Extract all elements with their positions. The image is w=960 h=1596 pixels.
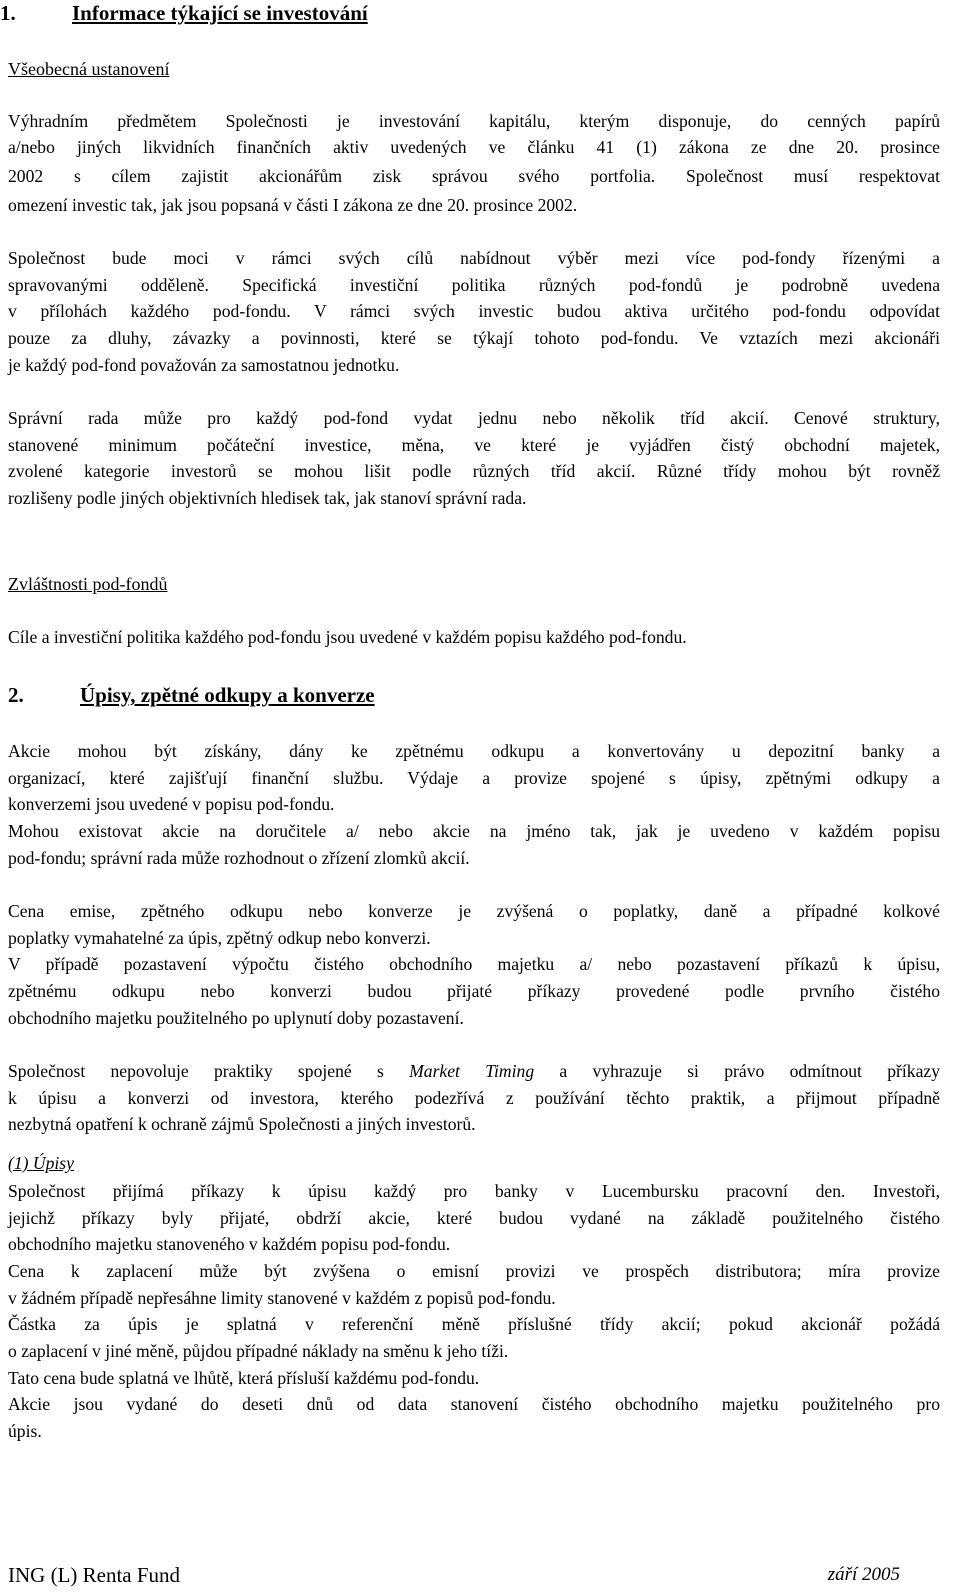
section-1-number: 1.: [0, 1, 16, 25]
text-line: omezení investic tak, jak jsou popsaná v části I zákona ze dne 20. prosince 2002.: [8, 195, 578, 215]
text-line: pod-fondu; správní rada může rozhodnout o zřízení zlomků akcií.: [8, 848, 470, 868]
text-line: obchodního majetku stanoveného v každém popisu pod-fondu.: [8, 1234, 451, 1254]
text-line: Správní rada může pro každý pod-fond vydat jednu nebo několik tříd akcií. Cenové struktury,: [8, 408, 940, 428]
text-line: poplatky vymahatelné za úpis, zpětný odkup nebo konverzi.: [8, 928, 431, 948]
text-line: Mohou existovat akcie na doručitele a/ nebo akcie na jméno tak, jak je uvedeno v každém popisu: [8, 821, 940, 841]
subscriptions-heading: [8, 1150, 940, 1176]
text-line: zvolené kategorie investorů se mohou lišit podle různých tříd akcií. Různé třídy mohou být rovněž: [8, 461, 940, 481]
general-provisions-heading: [8, 56, 940, 82]
text-line: Cena k zaplacení může být zvýšena o emisní provizi ve prospěch distributora; míra provize: [8, 1261, 940, 1281]
text-line: 2002 s cílem zajistit akcionářům zisk správou svého portfolia. Společnost musí respektovat: [8, 166, 940, 186]
text-line: Společnost přijímá příkazy k úpisu každý pro banky v Lucembursku pracovní den. Investoři,: [8, 1181, 940, 1201]
text-line: k úpisu a konverzi od investora, kterého podezřívá z používání těchto praktik, a přijmout případně: [8, 1088, 940, 1108]
text-line: a/nebo jiných likvidních finančních aktiv uvedených ve článku 41 (1) zákona ze dne 20. prosince: [8, 137, 940, 157]
market-timing-term: Market Timing: [409, 1061, 535, 1081]
section-2-heading: [8, 682, 940, 708]
text-line: úpis.: [8, 1421, 42, 1441]
text-line: Akcie jsou vydané do deseti dnů od data stanovení čistého obchodního majetku použitelného pro: [8, 1394, 940, 1414]
text-line: Akcie mohou být získány, dány ke zpětnému odkupu a konvertovány u depozitní banky a: [8, 741, 940, 761]
section-1-heading: [0, 0, 932, 26]
text-line: o zaplacení v jiné měně, půjdou případné náklady na směnu k jeho tíži.: [8, 1341, 509, 1361]
text-line: spravovanými odděleně. Specifická investiční politika různých pod-fondů je podrobně uvedena: [8, 275, 940, 295]
footer-fund-name: ING (L) Renta Fund: [8, 1563, 181, 1587]
subfund-specifics-title: Zvláštnosti pod-fondů: [8, 574, 168, 594]
text-line: rozlišeny podle jiných objektivních hledisek tak, jak stanoví správní rada.: [8, 488, 527, 508]
section-1-title: Informace týkající se investování: [72, 1, 368, 25]
text-line: stanovené minimum počáteční investice, měna, ve které je vyjádřen čistý obchodní majetek,: [8, 435, 940, 455]
text-line: nezbytná opatření k ochraně zájmů Společnosti a jiných investorů.: [8, 1114, 476, 1134]
text-line: obchodního majetku použitelného po uplynutí doby pozastavení.: [8, 1008, 464, 1028]
text-line: Tato cena bude splatná ve lhůtě, která přísluší každému pod-fondu.: [8, 1368, 480, 1388]
text-line: Společnost bude moci v rámci svých cílů nabídnout výběr mezi více pod-fondy řízenými a: [8, 248, 940, 268]
text-line: jejichž příkazy byly přijaté, obdrží akcie, které budou vydané na základě použitelného čistého: [8, 1208, 940, 1228]
subscriptions-title: (1) Úpisy: [8, 1153, 74, 1173]
text-line: v přílohách každého pod-fondu. V rámci svých investic budou aktiva určitého pod-fondu odpovídat: [8, 301, 940, 321]
footer-date: září 2005: [827, 1564, 900, 1585]
subfund-specifics-text: Cíle a investiční politika každého pod-fondu jsou uvedené v každém popisu každého pod-fondu.: [8, 627, 687, 647]
text-line: organizací, které zajišťují finanční službu. Výdaje a provize spojené s úpisy, zpětnými odkupy a: [8, 768, 940, 788]
text-line: v žádném případě nepřesáhne limity stanovené v každém z popisů pod-fondu.: [8, 1288, 556, 1308]
text-line: pouze za dluhy, závazky a povinnosti, které se týkají tohoto pod-fondu. Ve vztazích mezi akcionáři: [8, 328, 940, 348]
subfund-specifics-heading: [8, 571, 940, 597]
text-line: zpětnému odkupu nebo konverzi budou přijaté příkazy provedené podle prvního čistého: [8, 981, 940, 1001]
text-line: [8, 1058, 940, 1084]
text-line: Cena emise, zpětného odkupu nebo konverze je zvýšená o poplatky, daně a případné kolkové: [8, 901, 940, 921]
text-segment: Společnost nepovoluje praktiky spojené s: [8, 1061, 410, 1081]
section-2-title: Úpisy, zpětné odkupy a konverze: [80, 683, 375, 707]
text-line: konverzemi jsou uvedené v popisu pod-fondu.: [8, 794, 335, 814]
text-line: Částka za úpis je splatná v referenční měně příslušné třídy akcií; pokud akcionář požádá: [8, 1314, 940, 1334]
text-segment: a vyhrazuje si právo odmítnout příkazy: [534, 1061, 940, 1081]
general-provisions-title: Všeobecná ustanovení: [8, 59, 170, 79]
text-line: V případě pozastavení výpočtu čistého obchodního majetku a/ nebo pozastavení příkazů k úpisu,: [8, 954, 940, 974]
section-2-number: 2.: [8, 683, 24, 707]
text-line: Výhradním předmětem Společnosti je investování kapitálu, kterým disponuje, do cenných papírů: [8, 111, 940, 131]
text-line: je každý pod-fond považován za samostatnou jednotku.: [8, 355, 400, 375]
